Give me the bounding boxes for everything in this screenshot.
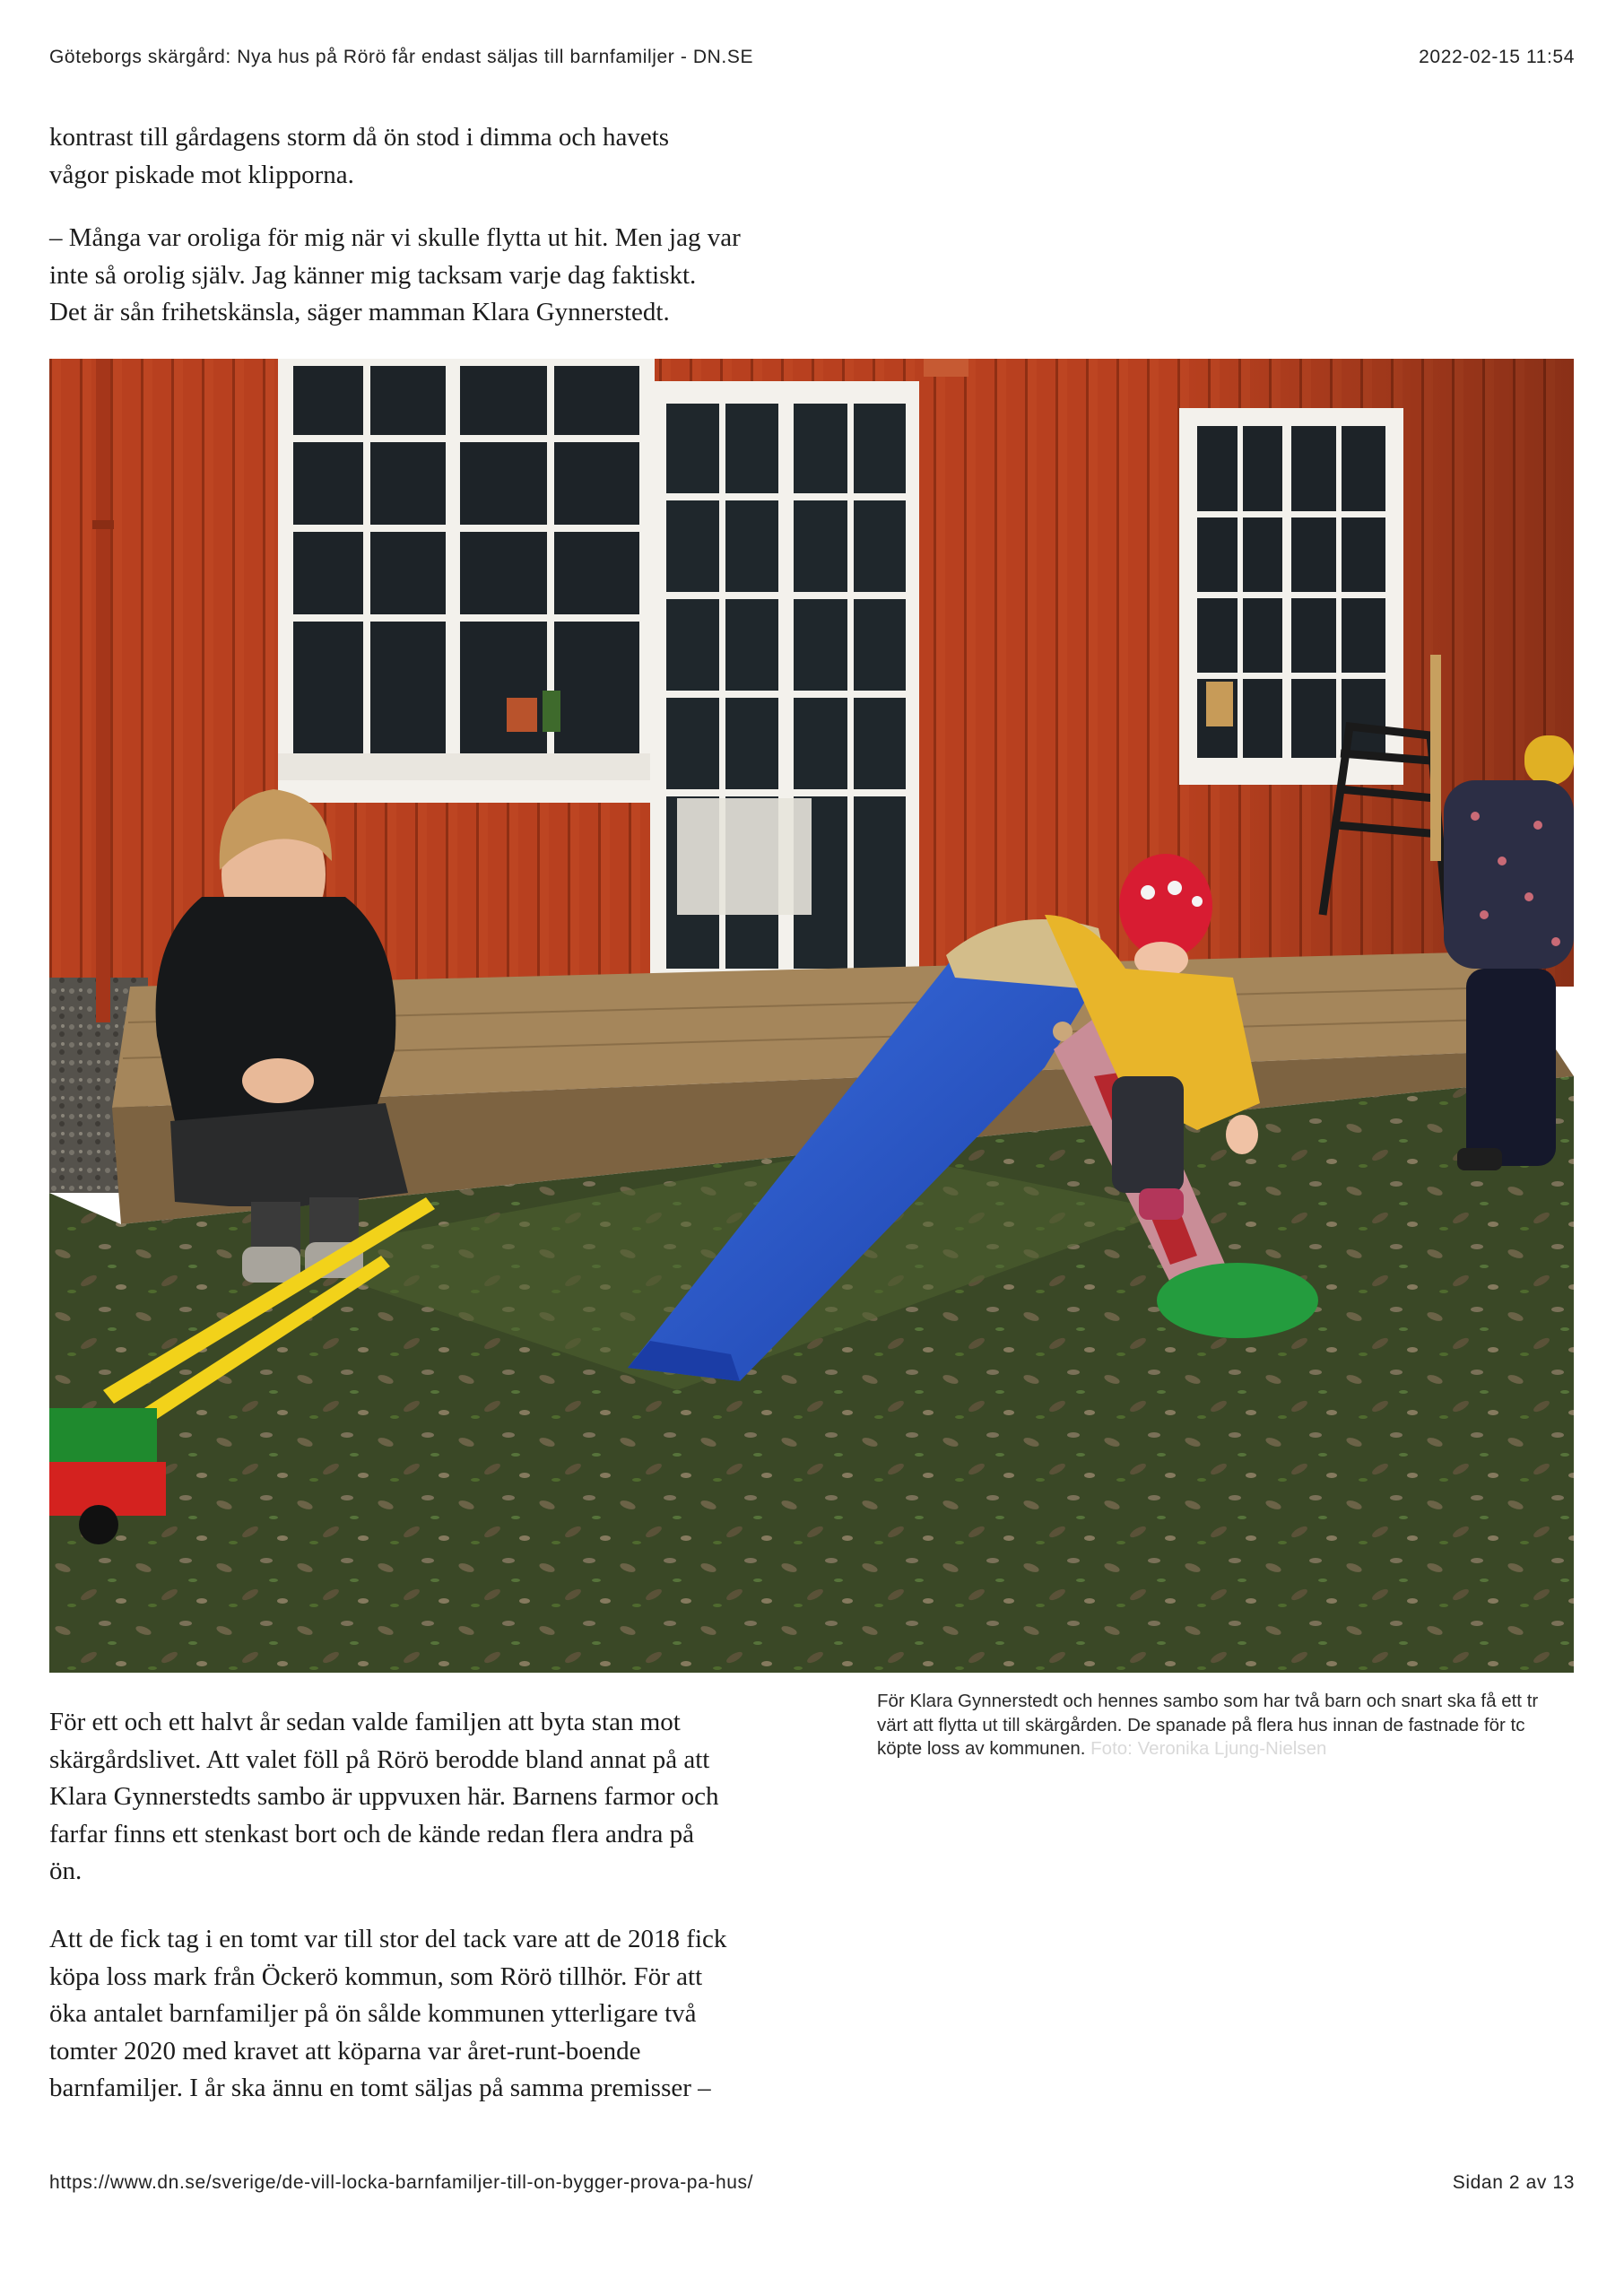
paragraph-line: ön. <box>49 1857 83 1885</box>
paragraph-line: skärgårdslivet. Att valet föll på Rörö berodde bland annat på att <box>49 1744 710 1774</box>
page-title: Göteborgs skärgård: Nya hus på Rörö får endast säljas till barnfamiljer - DN.SE <box>49 47 754 67</box>
photo-credit: Foto: Veronika Ljung-Nielsen <box>1090 1738 1327 1759</box>
paragraph-line: Att de fick tag i en tomt var till stor del tack vare att de 2018 fick <box>49 1925 727 1953</box>
paragraph-line: farfar finns ett stenkast bort och de kände redan flera andra på <box>49 1819 695 1848</box>
print-footer <box>49 2172 1575 2194</box>
paragraph-line: köpa loss mark från Öckerö kommun, som Rörö tillhör. För att <box>49 1961 703 1991</box>
paragraph-line: Klara Gynnerstedts sambo är uppvuxen här. Barnens farmor och <box>49 1782 719 1811</box>
paragraph-line: vågor piskade mot klipporna. <box>49 160 354 189</box>
paragraph-storm <box>49 119 838 194</box>
page-number: Sidan 2 av 13 <box>1452 2172 1575 2193</box>
caption-line: För Klara Gynnerstedt och hennes sambo som har två barn och snart ska få ett tr <box>877 1691 1539 1711</box>
article-url: https://www.dn.se/sverige/de-vill-locka-barnfamiljer-till-on-bygger-prova-pa-hus/ <box>49 2172 754 2193</box>
paragraph-quote <box>49 220 838 332</box>
print-header <box>49 47 1575 68</box>
caption-line: värt att flytta ut till skärgården. De spanade på flera hus innan de fastnade för tc <box>877 1714 1525 1735</box>
paragraph-line: tomter 2020 med kravet att köparna var året-runt-boende <box>49 2036 641 2066</box>
paragraph-family-move <box>49 1704 838 1891</box>
paragraph-plot <box>49 1921 838 2108</box>
article-photo <box>49 359 1574 1673</box>
paragraph-line: kontrast till gårdagens storm då ön stod i dimma och havets <box>49 123 670 152</box>
photo-caption <box>877 1690 1574 1761</box>
paragraph-line: – Många var oroliga för mig när vi skulle flytta ut hit. Men jag var <box>49 223 741 252</box>
paragraph-line: inte så orolig själv. Jag känner mig tacksam varje dag faktiskt. <box>49 260 697 290</box>
caption-line: köpte loss av kommunen. <box>877 1738 1086 1759</box>
print-timestamp: 2022-02-15 11:54 <box>1419 47 1575 67</box>
paragraph-line: För ett och ett halvt år sedan valde familjen att byta stan mot <box>49 1708 681 1736</box>
paragraph-line: Det är sån frihetskänsla, säger mamman Klara Gynnerstedt. <box>49 298 670 326</box>
paragraph-line: öka antalet barnfamiljer på ön sålde kommunen ytterligare två <box>49 1999 697 2028</box>
paragraph-line: barnfamiljer. I år ska ännu en tomt säljas på samma premisser – <box>49 2074 711 2102</box>
